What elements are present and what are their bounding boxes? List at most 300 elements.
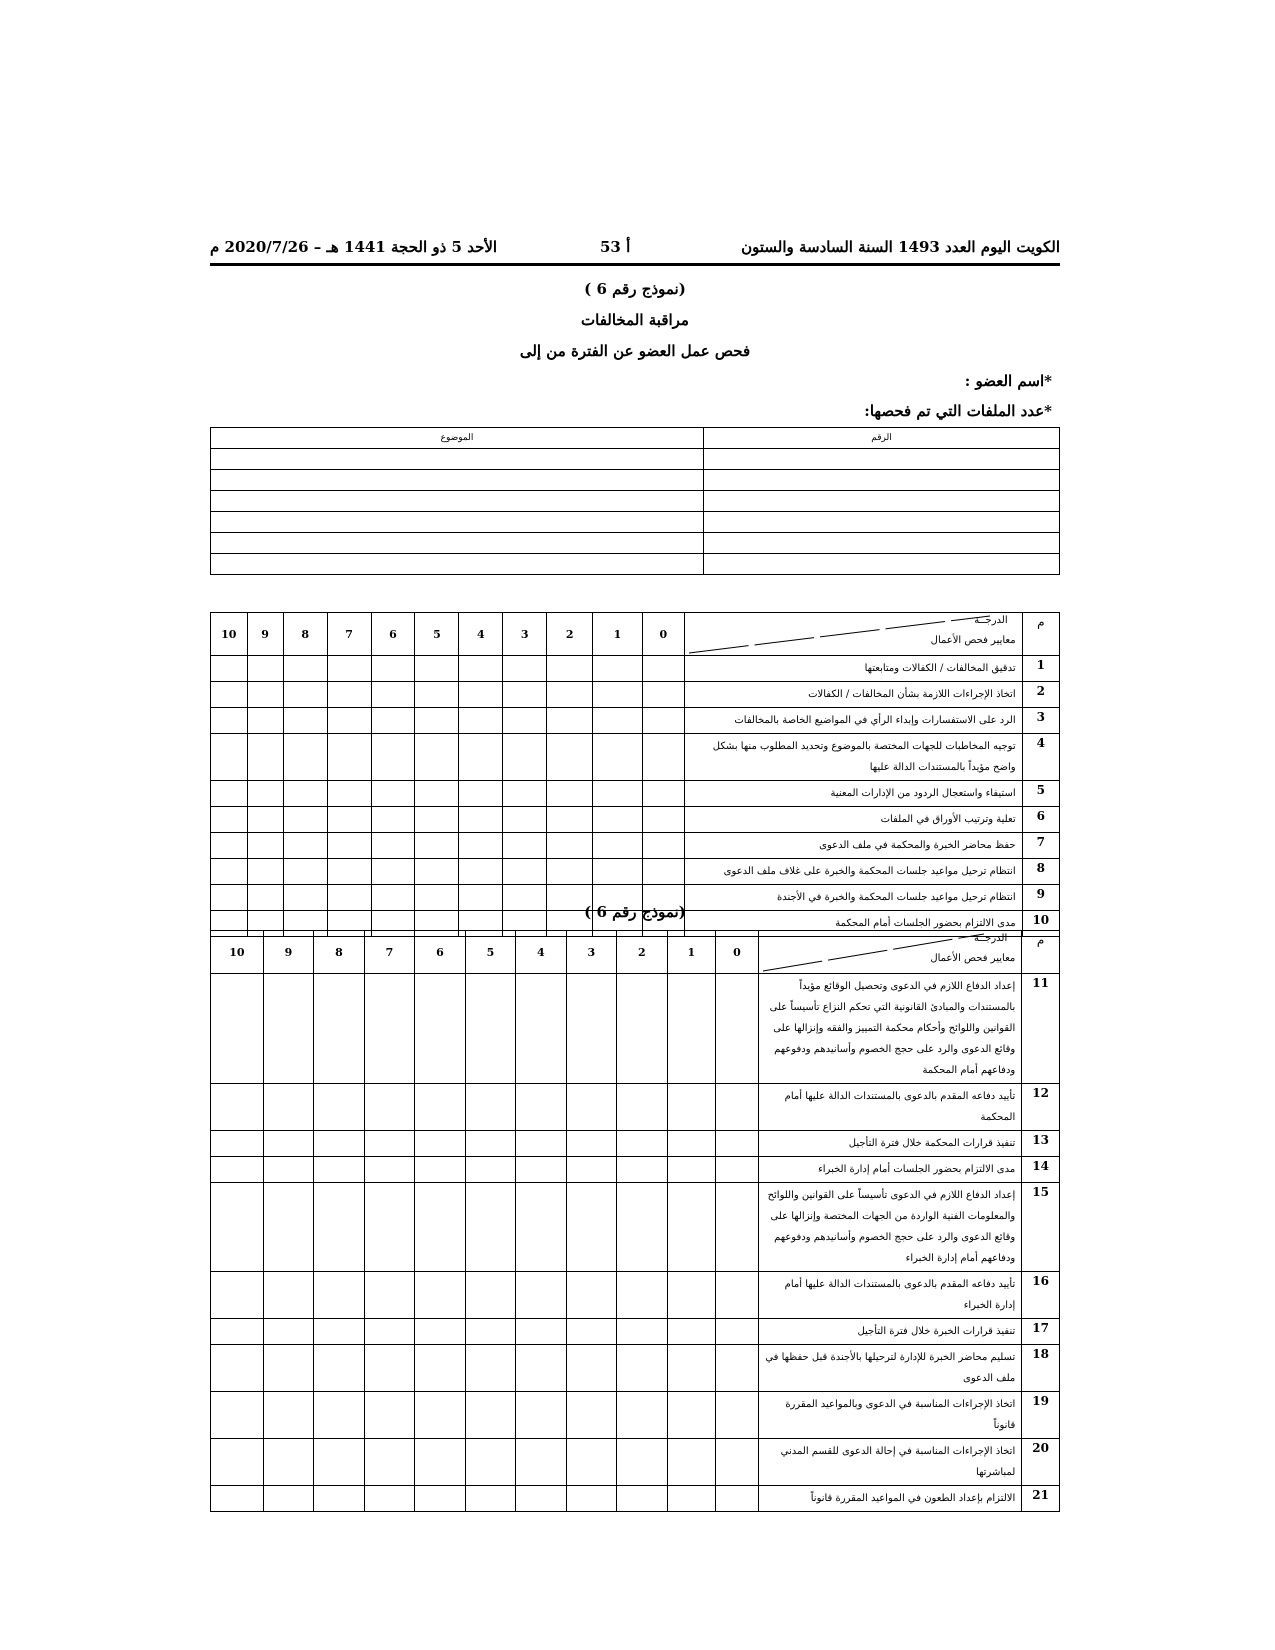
score-cell[interactable] bbox=[371, 734, 415, 781]
score-header-8: 8 bbox=[283, 613, 327, 656]
criterion-text: تأييد دفاعه المقدم بالدعوى بالمستندات الدالة عليها أمام المحكمة bbox=[758, 1084, 1022, 1131]
score-cell[interactable] bbox=[503, 807, 547, 833]
score-cell[interactable] bbox=[566, 1157, 616, 1183]
criteria-table-1 bbox=[210, 612, 1060, 937]
score-cell[interactable] bbox=[667, 1486, 716, 1512]
score-cell[interactable] bbox=[716, 974, 759, 1084]
score-cell[interactable] bbox=[314, 1157, 364, 1183]
score-cell[interactable] bbox=[547, 781, 593, 807]
score-cell[interactable] bbox=[247, 859, 283, 885]
score-cell[interactable] bbox=[516, 1392, 566, 1439]
score-cell[interactable] bbox=[314, 1392, 364, 1439]
score-cell[interactable] bbox=[314, 1131, 364, 1157]
score-header-0: 0 bbox=[716, 931, 759, 974]
score-cell[interactable] bbox=[716, 1272, 759, 1319]
score-cell[interactable] bbox=[716, 1439, 759, 1486]
files-col-subject: الموضوع bbox=[211, 428, 704, 449]
score-cell[interactable] bbox=[371, 656, 415, 682]
score-cell[interactable] bbox=[667, 1392, 716, 1439]
score-cell[interactable] bbox=[415, 1439, 465, 1486]
score-cell[interactable] bbox=[516, 1084, 566, 1131]
score-cell[interactable] bbox=[566, 974, 616, 1084]
score-cell[interactable] bbox=[364, 1157, 414, 1183]
score-cell[interactable] bbox=[211, 1183, 264, 1272]
header-divider bbox=[210, 263, 1060, 266]
score-cell[interactable] bbox=[667, 1319, 716, 1345]
score-header-4: 4 bbox=[516, 931, 566, 974]
criteria-label: معايير فحص الأعمال bbox=[930, 953, 1016, 964]
criteria-header bbox=[684, 613, 1022, 656]
criteria-table-2 bbox=[210, 930, 1060, 1512]
score-cell[interactable] bbox=[314, 1486, 364, 1512]
score-header-9: 9 bbox=[247, 613, 283, 656]
score-cell[interactable] bbox=[327, 859, 371, 885]
score-header-1: 1 bbox=[593, 613, 643, 656]
score-header-2: 2 bbox=[547, 613, 593, 656]
score-cell[interactable] bbox=[211, 781, 248, 807]
score-cell[interactable] bbox=[716, 1084, 759, 1131]
score-cell[interactable] bbox=[667, 974, 716, 1084]
criterion-text: حفظ محاضر الخبرة والمحكمة في ملف الدعوى bbox=[684, 833, 1022, 859]
score-cell[interactable] bbox=[716, 1131, 759, 1157]
score-cell[interactable] bbox=[371, 781, 415, 807]
score-header-5: 5 bbox=[465, 931, 515, 974]
score-cell[interactable] bbox=[314, 1272, 364, 1319]
score-cell[interactable] bbox=[459, 781, 503, 807]
score-cell[interactable] bbox=[593, 859, 643, 885]
score-cell[interactable] bbox=[667, 1345, 716, 1392]
score-cell[interactable] bbox=[263, 1084, 313, 1131]
score-cell[interactable] bbox=[716, 1392, 759, 1439]
score-cell[interactable] bbox=[283, 734, 327, 781]
score-cell[interactable] bbox=[415, 1272, 465, 1319]
score-cell[interactable] bbox=[716, 1486, 759, 1512]
score-cell[interactable] bbox=[371, 682, 415, 708]
score-cell[interactable] bbox=[593, 708, 643, 734]
row-number: 18 bbox=[1022, 1345, 1060, 1392]
issue-date: الأحد 5 ذو الحجة 1441 هـ – 2020/7/26 م bbox=[210, 238, 498, 256]
col-number-header: م bbox=[1022, 613, 1059, 656]
score-header-8: 8 bbox=[314, 931, 364, 974]
score-cell[interactable] bbox=[503, 682, 547, 708]
score-cell[interactable] bbox=[465, 1392, 515, 1439]
score-cell[interactable] bbox=[263, 1131, 313, 1157]
score-cell[interactable] bbox=[364, 1272, 414, 1319]
score-cell[interactable] bbox=[415, 1084, 465, 1131]
score-header-7: 7 bbox=[327, 613, 371, 656]
table-row bbox=[211, 1157, 1060, 1183]
score-cell[interactable] bbox=[617, 1183, 667, 1272]
score-cell[interactable] bbox=[667, 1131, 716, 1157]
score-cell[interactable] bbox=[617, 1272, 667, 1319]
score-cell[interactable] bbox=[503, 859, 547, 885]
score-cell[interactable] bbox=[642, 859, 684, 885]
score-cell[interactable] bbox=[667, 1439, 716, 1486]
score-cell[interactable] bbox=[314, 1319, 364, 1345]
score-cell[interactable] bbox=[283, 859, 327, 885]
table-row bbox=[211, 1084, 1060, 1131]
page-number: أ 53 bbox=[600, 238, 631, 256]
table-row bbox=[211, 708, 1060, 734]
score-cell[interactable] bbox=[516, 1183, 566, 1272]
table-row bbox=[211, 533, 1060, 554]
row-number: 11 bbox=[1022, 974, 1060, 1084]
score-cell[interactable] bbox=[593, 656, 643, 682]
score-cell[interactable] bbox=[327, 807, 371, 833]
score-cell[interactable] bbox=[566, 1486, 616, 1512]
score-cell[interactable] bbox=[667, 1084, 716, 1131]
score-cell[interactable] bbox=[415, 1486, 465, 1512]
score-header-1: 1 bbox=[667, 931, 716, 974]
gazette-issue: الكويت اليوم العدد 1493 السنة السادسة والستون bbox=[741, 238, 1060, 256]
score-cell[interactable] bbox=[547, 734, 593, 781]
score-cell[interactable] bbox=[283, 807, 327, 833]
score-cell[interactable] bbox=[465, 1183, 515, 1272]
score-cell[interactable] bbox=[459, 708, 503, 734]
score-cell[interactable] bbox=[459, 734, 503, 781]
criterion-text: مدى الالتزام بحضور الجلسات أمام إدارة الخبراء bbox=[758, 1157, 1022, 1183]
score-cell[interactable] bbox=[667, 1183, 716, 1272]
table-row bbox=[211, 1319, 1060, 1345]
score-header-6: 6 bbox=[415, 931, 465, 974]
score-cell[interactable] bbox=[371, 833, 415, 859]
score-cell[interactable] bbox=[415, 1157, 465, 1183]
score-cell[interactable] bbox=[263, 1183, 313, 1272]
score-cell[interactable] bbox=[516, 1131, 566, 1157]
score-cell[interactable] bbox=[211, 833, 248, 859]
score-header-10: 10 bbox=[211, 931, 264, 974]
table-row bbox=[211, 449, 1060, 470]
criterion-text: اتخاذ الإجراءات اللازمة بشأن المخالفات / الكفالات bbox=[684, 682, 1022, 708]
score-cell[interactable] bbox=[364, 1183, 414, 1272]
score-cell[interactable] bbox=[211, 1272, 264, 1319]
score-cell[interactable] bbox=[642, 656, 684, 682]
score-cell[interactable] bbox=[415, 1345, 465, 1392]
row-number: 19 bbox=[1022, 1392, 1060, 1439]
score-cell[interactable] bbox=[516, 1486, 566, 1512]
criterion-text: مدى الالتزام بحضور الجلسات أمام المحكمة bbox=[684, 911, 1022, 937]
score-cell[interactable] bbox=[593, 734, 643, 781]
score-cell[interactable] bbox=[211, 1084, 264, 1131]
table-row bbox=[211, 859, 1060, 885]
score-cell[interactable] bbox=[716, 1183, 759, 1272]
score-cell[interactable] bbox=[617, 974, 667, 1084]
score-cell[interactable] bbox=[415, 1319, 465, 1345]
criterion-text: الرد على الاستفسارات وإبداء الرأي في المواضيع الخاصة بالمخالفات bbox=[684, 708, 1022, 734]
score-cell[interactable] bbox=[566, 1272, 616, 1319]
score-cell[interactable] bbox=[211, 1486, 264, 1512]
form-number-continued: (نموذج رقم 6 ) bbox=[584, 903, 686, 921]
row-number: 8 bbox=[1022, 859, 1059, 885]
score-cell[interactable] bbox=[516, 1345, 566, 1392]
row-number: 20 bbox=[1022, 1439, 1060, 1486]
score-cell[interactable] bbox=[327, 656, 371, 682]
score-cell[interactable] bbox=[211, 1131, 264, 1157]
score-cell[interactable] bbox=[566, 1439, 616, 1486]
score-cell[interactable] bbox=[211, 1319, 264, 1345]
score-cell[interactable] bbox=[547, 656, 593, 682]
score-cell[interactable] bbox=[415, 682, 459, 708]
criterion-text: توجيه المخاطبات للجهات المختصة بالموضوع وتحديد المطلوب منها بشكل واضح مؤيداً بالمستندات الدالة عليها bbox=[684, 734, 1022, 781]
score-cell[interactable] bbox=[642, 708, 684, 734]
score-cell[interactable] bbox=[263, 1157, 313, 1183]
score-cell[interactable] bbox=[465, 1345, 515, 1392]
score-cell[interactable] bbox=[327, 682, 371, 708]
criterion-text: الالتزام بإعداد الطعون في المواعيد المقررة قانوناً bbox=[758, 1486, 1022, 1512]
score-cell[interactable] bbox=[503, 781, 547, 807]
score-cell[interactable] bbox=[593, 807, 643, 833]
row-number: 9 bbox=[1022, 885, 1059, 911]
score-cell[interactable] bbox=[617, 1486, 667, 1512]
score-cell[interactable] bbox=[263, 1319, 313, 1345]
score-cell[interactable] bbox=[566, 1392, 616, 1439]
col-number-header: م bbox=[1022, 931, 1060, 974]
score-cell[interactable] bbox=[716, 1157, 759, 1183]
score-cell[interactable] bbox=[247, 734, 283, 781]
score-cell[interactable] bbox=[459, 859, 503, 885]
grid-header-row bbox=[211, 613, 1060, 656]
score-cell[interactable] bbox=[642, 833, 684, 859]
score-cell[interactable] bbox=[327, 734, 371, 781]
score-cell[interactable] bbox=[415, 656, 459, 682]
score-cell[interactable] bbox=[593, 833, 643, 859]
score-cell[interactable] bbox=[516, 1157, 566, 1183]
score-cell[interactable] bbox=[247, 833, 283, 859]
score-cell[interactable] bbox=[465, 1157, 515, 1183]
score-cell[interactable] bbox=[415, 859, 459, 885]
score-cell[interactable] bbox=[617, 1345, 667, 1392]
score-cell[interactable] bbox=[211, 1392, 264, 1439]
score-cell[interactable] bbox=[566, 1084, 616, 1131]
score-cell[interactable] bbox=[415, 1131, 465, 1157]
criteria-header bbox=[758, 931, 1022, 974]
score-cell[interactable] bbox=[211, 734, 248, 781]
score-cell[interactable] bbox=[617, 1439, 667, 1486]
score-cell[interactable] bbox=[503, 734, 547, 781]
table-row bbox=[211, 1131, 1060, 1157]
score-cell[interactable] bbox=[327, 781, 371, 807]
table-row bbox=[211, 1486, 1060, 1512]
row-number: 4 bbox=[1022, 734, 1059, 781]
table-row bbox=[211, 656, 1060, 682]
score-cell[interactable] bbox=[566, 1319, 616, 1345]
criterion-text: تعلية وترتيب الأوراق في الملفات bbox=[684, 807, 1022, 833]
score-cell[interactable] bbox=[415, 1392, 465, 1439]
row-number: 7 bbox=[1022, 833, 1059, 859]
score-cell[interactable] bbox=[371, 708, 415, 734]
score-cell[interactable] bbox=[503, 833, 547, 859]
score-cell[interactable] bbox=[516, 1439, 566, 1486]
table-row bbox=[211, 682, 1060, 708]
score-cell[interactable] bbox=[247, 656, 283, 682]
score-cell[interactable] bbox=[516, 1272, 566, 1319]
score-cell[interactable] bbox=[263, 1392, 313, 1439]
score-cell[interactable] bbox=[617, 1131, 667, 1157]
score-cell[interactable] bbox=[364, 1084, 414, 1131]
score-cell[interactable] bbox=[211, 1157, 264, 1183]
score-cell[interactable] bbox=[263, 1486, 313, 1512]
score-header-6: 6 bbox=[371, 613, 415, 656]
table-row bbox=[211, 491, 1060, 512]
score-cell[interactable] bbox=[465, 1439, 515, 1486]
score-cell[interactable] bbox=[642, 682, 684, 708]
score-cell[interactable] bbox=[247, 807, 283, 833]
score-cell[interactable] bbox=[364, 974, 414, 1084]
score-cell[interactable] bbox=[211, 859, 248, 885]
table-row bbox=[211, 1392, 1060, 1439]
score-cell[interactable] bbox=[547, 833, 593, 859]
files-count-label: *عدد الملفات التي تم فحصها: bbox=[864, 402, 1052, 420]
score-cell[interactable] bbox=[283, 708, 327, 734]
row-number: 13 bbox=[1022, 1131, 1060, 1157]
score-cell[interactable] bbox=[516, 974, 566, 1084]
row-number: 15 bbox=[1022, 1183, 1060, 1272]
score-cell[interactable] bbox=[716, 1319, 759, 1345]
score-cell[interactable] bbox=[465, 1272, 515, 1319]
score-header-3: 3 bbox=[566, 931, 616, 974]
criterion-text: اتخاذ الإجراءات المناسبة في الدعوى وبالمواعيد المقررة قانوناً bbox=[758, 1392, 1022, 1439]
score-cell[interactable] bbox=[211, 708, 248, 734]
score-cell[interactable] bbox=[459, 656, 503, 682]
score-cell[interactable] bbox=[247, 682, 283, 708]
score-cell[interactable] bbox=[415, 781, 459, 807]
score-cell[interactable] bbox=[459, 682, 503, 708]
score-cell[interactable] bbox=[465, 974, 515, 1084]
score-cell[interactable] bbox=[642, 807, 684, 833]
score-cell[interactable] bbox=[211, 807, 248, 833]
criterion-text: تنفيذ قرارات المحكمة خلال فترة التأجيل bbox=[758, 1131, 1022, 1157]
score-cell[interactable] bbox=[263, 1439, 313, 1486]
score-cell[interactable] bbox=[364, 1392, 414, 1439]
score-cell[interactable] bbox=[211, 974, 264, 1084]
score-header-2: 2 bbox=[617, 931, 667, 974]
score-cell[interactable] bbox=[415, 974, 465, 1084]
score-header-5: 5 bbox=[415, 613, 459, 656]
score-cell[interactable] bbox=[593, 781, 643, 807]
score-cell[interactable] bbox=[371, 807, 415, 833]
score-cell[interactable] bbox=[459, 807, 503, 833]
score-header-7: 7 bbox=[364, 931, 414, 974]
score-cell[interactable] bbox=[283, 682, 327, 708]
score-cell[interactable] bbox=[263, 1345, 313, 1392]
score-cell[interactable] bbox=[617, 1157, 667, 1183]
score-cell[interactable] bbox=[667, 1157, 716, 1183]
table-row bbox=[211, 734, 1060, 781]
form-number: (نموذج رقم 6 ) bbox=[584, 280, 686, 298]
score-cell[interactable] bbox=[211, 1439, 264, 1486]
row-number: 12 bbox=[1022, 1084, 1060, 1131]
score-cell[interactable] bbox=[211, 1345, 264, 1392]
score-cell[interactable] bbox=[415, 807, 459, 833]
score-cell[interactable] bbox=[327, 833, 371, 859]
score-cell[interactable] bbox=[211, 656, 248, 682]
score-cell[interactable] bbox=[314, 974, 364, 1084]
table-row bbox=[211, 512, 1060, 533]
score-cell[interactable] bbox=[364, 1439, 414, 1486]
score-cell[interactable] bbox=[566, 1131, 616, 1157]
row-number: 14 bbox=[1022, 1157, 1060, 1183]
score-cell[interactable] bbox=[465, 1319, 515, 1345]
score-cell[interactable] bbox=[547, 708, 593, 734]
row-number: 5 bbox=[1022, 781, 1059, 807]
score-header-4: 4 bbox=[459, 613, 503, 656]
criterion-text: انتظام ترحيل مواعيد جلسات المحكمة والخبرة في الأجندة bbox=[684, 885, 1022, 911]
score-cell[interactable] bbox=[371, 859, 415, 885]
score-cell[interactable] bbox=[283, 781, 327, 807]
member-name-label: *اسم العضو : bbox=[964, 372, 1052, 390]
score-cell[interactable] bbox=[516, 1319, 566, 1345]
score-cell[interactable] bbox=[566, 1183, 616, 1272]
degree-label: الدرجــة bbox=[974, 615, 1008, 626]
score-cell[interactable] bbox=[547, 859, 593, 885]
criterion-text: انتظام ترحيل مواعيد جلسات المحكمة والخبرة على غلاف ملف الدعوى bbox=[684, 859, 1022, 885]
score-cell[interactable] bbox=[547, 807, 593, 833]
score-cell[interactable] bbox=[617, 1084, 667, 1131]
score-cell[interactable] bbox=[247, 781, 283, 807]
score-cell[interactable] bbox=[283, 656, 327, 682]
score-cell[interactable] bbox=[503, 708, 547, 734]
score-cell[interactable] bbox=[314, 1345, 364, 1392]
criterion-text: إعداد الدفاع اللازم في الدعوى وتحصيل الوقائع مؤيداً بالمستندات والمبادئ القانونية التي تحكم النزاع تأسيساً على القوانين واللوائح وأحكام محكمة التمييز والفقه وإنزالها على وقائع الدعوى والرد على حجج الخصوم وأسانيدهم ودفوعهم ودفاعهم أمام المحكمة bbox=[758, 974, 1022, 1084]
score-cell[interactable] bbox=[364, 1319, 414, 1345]
score-cell[interactable] bbox=[247, 708, 283, 734]
row-number: 6 bbox=[1022, 807, 1059, 833]
score-cell[interactable] bbox=[459, 833, 503, 859]
table-row bbox=[211, 1272, 1060, 1319]
score-cell[interactable] bbox=[465, 1084, 515, 1131]
score-cell[interactable] bbox=[503, 656, 547, 682]
score-cell[interactable] bbox=[415, 734, 459, 781]
score-cell[interactable] bbox=[327, 708, 371, 734]
score-cell[interactable] bbox=[415, 1183, 465, 1272]
criterion-text: تسليم محاضر الخبرة للإدارة لترحيلها بالأجندة قبل حفظها في ملف الدعوى bbox=[758, 1345, 1022, 1392]
score-cell[interactable] bbox=[364, 1131, 414, 1157]
score-cell[interactable] bbox=[547, 682, 593, 708]
score-cell[interactable] bbox=[211, 682, 248, 708]
score-cell[interactable] bbox=[465, 1486, 515, 1512]
criteria-label: معايير فحص الأعمال bbox=[930, 635, 1016, 646]
score-cell[interactable] bbox=[642, 781, 684, 807]
score-cell[interactable] bbox=[283, 833, 327, 859]
criterion-text: تنفيذ قرارات الخبرة خلال فترة التأجيل bbox=[758, 1319, 1022, 1345]
score-header-10: 10 bbox=[211, 613, 248, 656]
score-cell[interactable] bbox=[642, 734, 684, 781]
table-row bbox=[211, 833, 1060, 859]
score-cell[interactable] bbox=[617, 1319, 667, 1345]
score-cell[interactable] bbox=[263, 974, 313, 1084]
score-cell[interactable] bbox=[364, 1486, 414, 1512]
score-cell[interactable] bbox=[415, 708, 459, 734]
table-row bbox=[211, 554, 1060, 575]
score-cell[interactable] bbox=[314, 1183, 364, 1272]
score-cell[interactable] bbox=[566, 1345, 616, 1392]
score-cell[interactable] bbox=[314, 1084, 364, 1131]
criterion-text: استيفاء واستعجال الردود من الإدارات المعنية bbox=[684, 781, 1022, 807]
score-header-0: 0 bbox=[642, 613, 684, 656]
score-cell[interactable] bbox=[593, 682, 643, 708]
score-cell[interactable] bbox=[716, 1345, 759, 1392]
score-cell[interactable] bbox=[617, 1392, 667, 1439]
score-cell[interactable] bbox=[465, 1131, 515, 1157]
score-cell[interactable] bbox=[364, 1345, 414, 1392]
row-number: 1 bbox=[1022, 656, 1059, 682]
score-cell[interactable] bbox=[263, 1272, 313, 1319]
row-number: 10 bbox=[1022, 911, 1059, 937]
score-cell[interactable] bbox=[314, 1439, 364, 1486]
row-number: 21 bbox=[1022, 1486, 1060, 1512]
score-cell[interactable] bbox=[667, 1272, 716, 1319]
score-cell[interactable] bbox=[415, 833, 459, 859]
